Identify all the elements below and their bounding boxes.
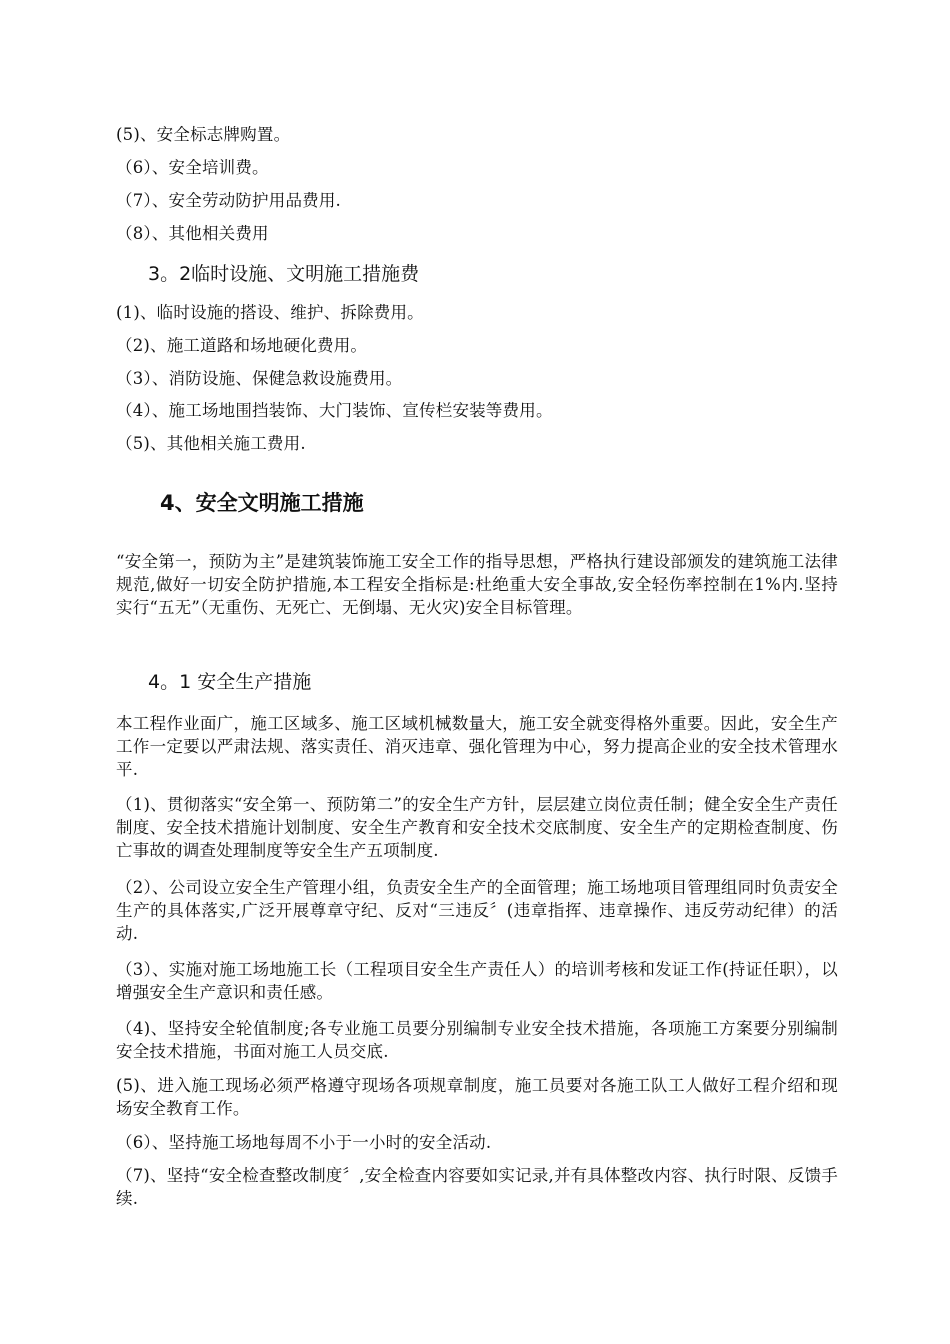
list-item: （7)、坚持“安全检查整改制度〞,安全检查内容要如实记录,并有具体整改内容、执行时限、反馈手续. bbox=[116, 1166, 838, 1208]
list-item: （6）、安全培训费。 bbox=[116, 158, 269, 177]
list-item: (1)、临时设施的搭设、维护、拆除费用。 bbox=[116, 303, 424, 322]
list-item: （5)、其他相关施工费用. bbox=[116, 434, 306, 453]
list-item: (5)、进入施工现场必须严格遵守现场各项规章制度，施工员要对各施工队工人做好工程介绍和现场安全教育工作。 bbox=[116, 1076, 838, 1118]
list-item: （3）、消防设施、保健急救设施费用。 bbox=[116, 369, 403, 388]
section-4-1-intro: 本工程作业面广，施工区域多、施工区域机械数量大，施工安全就变得格外重要。因此，安全生产工作一定要以严肃法规、落实责任、消灭违章、强化管理为中心，努力提高企业的安全技术管理水平. bbox=[116, 714, 838, 779]
list-item: （2）、公司设立安全生产管理小组，负责安全生产的全面管理；施工场地项目管理组同时负责安全生产的具体落实,广泛开展尊章守纪、反对“三违反〞(违章指挥、违章操作、违反劳动纪律）的活动. bbox=[116, 878, 838, 943]
list-item: （8）、其他相关费用 bbox=[116, 224, 269, 243]
list-item: （1)、贯彻落实“安全第一、预防第二”的安全生产方针，层层建立岗位责任制；健全安全生产责任制度、安全技术措施计划制度、安全生产教育和安全技术交底制度、安全生产的定期检查制度、伤亡事故的调查处理制度等安全生产五项制度. bbox=[116, 795, 838, 860]
list-item: （2)、施工道路和场地硬化费用。 bbox=[116, 336, 368, 355]
list-item: （3）、实施对施工场地施工长（工程项目安全生产责任人）的培训考核和发证工作(持证任职），以增强安全生产意识和责任感。 bbox=[116, 960, 838, 1002]
list-item: （4)、坚持安全轮值制度;各专业施工员要分别编制专业安全技术措施，各项施工方案要分别编制安全技术措施，书面对施工人员交底. bbox=[116, 1019, 838, 1061]
list-item: (5)、安全标志牌购置。 bbox=[116, 125, 291, 144]
section-4-intro: “安全第一，预防为主”是建筑装饰施工安全工作的指导思想，严格执行建设部颁发的建筑施工法律规范,做好一切安全防护措施,本工程安全指标是:杜绝重大安全事故,安全轻伤率控制在1%内.坚持实行“五无”（无重伤、无死亡、无倒塌、无火灾)安全目标管理。 bbox=[116, 552, 838, 617]
section-heading-4: 4、安全文明施工措施 bbox=[160, 491, 364, 515]
section-heading-4-1: 4。1 安全生产措施 bbox=[148, 671, 312, 693]
section-heading-3-2: 3。2临时设施、文明施工措施费 bbox=[148, 263, 420, 285]
list-item: （6）、坚持施工场地每周不小于一小时的安全活动. bbox=[116, 1133, 492, 1152]
list-item: （4）、施工场地围挡装饰、大门装饰、宣传栏安装等费用。 bbox=[116, 401, 553, 420]
list-item: （7）、安全劳动防护用品费用. bbox=[116, 191, 341, 210]
